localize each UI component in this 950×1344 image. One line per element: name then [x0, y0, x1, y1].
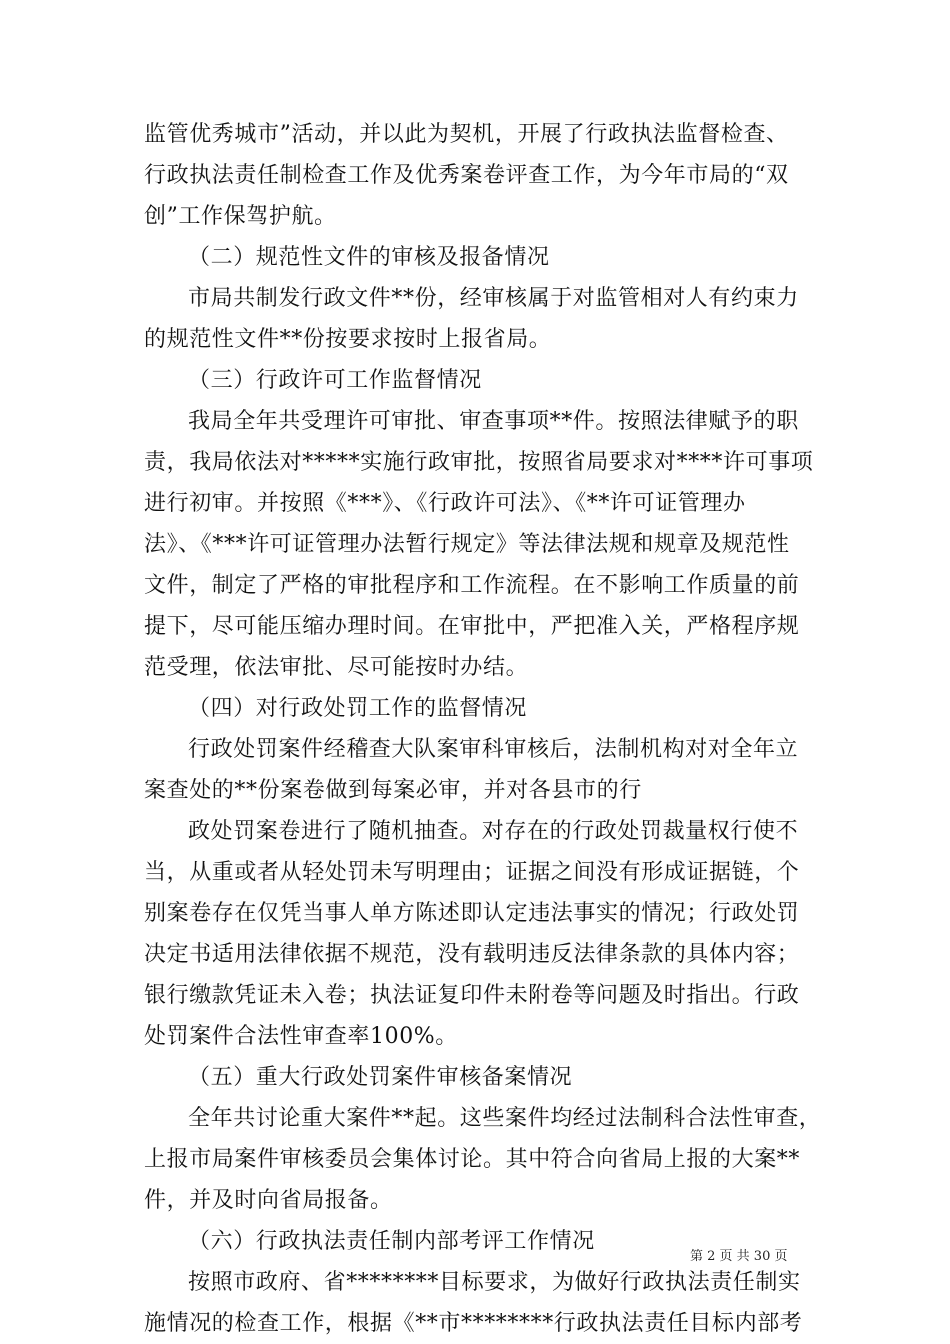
paragraph-line: 政处罚案卷进行了随机抽查。对存在的行政处罚裁量权行使不 [188, 819, 799, 844]
document-body [144, 114, 822, 1344]
paragraph-line: 银行缴款凭证未入卷；执法证复印件未附卷等问题及时指出。行政 [144, 983, 800, 1008]
paragraph-line: 施情况的检查工作，根据《**市********行政执法责任目标内部考 [144, 1311, 803, 1336]
paragraph-line: 进行初审。并按照《***》、《行政许可法》、《**许可证管理办 [144, 491, 746, 516]
paragraph-line: 市局共制发行政文件**份，经审核属于对监管相对人有约束力 [188, 286, 799, 311]
paragraph-line: 件，并及时向省局报备。 [144, 1188, 393, 1213]
paragraph-line: 提下，尽可能压缩办理时间。在审批中，严把准入关，严格程序规 [144, 614, 800, 639]
paragraph-line: 监管优秀城市”活动，并以此为契机，开展了行政执法监督检查、 [144, 122, 789, 147]
paragraph-line: 别案卷存在仅凭当事人单方陈述即认定违法事实的情况；行政处罚 [144, 901, 800, 926]
section-heading: （二）规范性文件的审核及报备情况 [188, 245, 550, 270]
paragraph-line: 文件，制定了严格的审批程序和工作流程。在不影响工作质量的前 [144, 573, 800, 598]
paragraph-line: 我局全年共受理许可审批、审查事项**件。按照法律赋予的职 [188, 409, 799, 434]
section-heading: （五）重大行政处罚案件审核备案情况 [188, 1065, 573, 1090]
paragraph-line: 按照市政府、省********目标要求，为做好行政执法责任制实 [188, 1270, 801, 1295]
paragraph-line: 创”工作保驾护航。 [144, 204, 337, 229]
paragraph-line: 案查处的**份案卷做到每案必审，并对各县市的行 [144, 778, 642, 803]
section-heading: （四）对行政处罚工作的监督情况 [188, 696, 528, 721]
paragraph-line: 决定书适用法律依据不规范，没有载明违反法律条款的具体内容； [144, 942, 800, 967]
paragraph-line: 范受理，依法审批、尽可能按时办结。 [144, 655, 529, 680]
paragraph-line: 当，从重或者从轻处罚未写明理由；证据之间没有形成证据链，个 [144, 860, 800, 885]
section-heading: （六）行政执法责任制内部考评工作情况 [188, 1229, 595, 1254]
paragraph-line: 法》、《***许可证管理办法暂行规定》等法律法规和规章及规范性 [144, 532, 790, 557]
paragraph-line: 的规范性文件**份按要求按时上报省局。 [144, 327, 552, 352]
paragraph-line: 责，我局依法对*****实施行政审批，按照省局要求对****许可事项 [144, 450, 814, 475]
paragraph-line: 处罚案件合法性审查率100%。 [144, 1024, 458, 1049]
paragraph-line: 行政处罚案件经稽查大队案审科审核后，法制机构对对全年立 [188, 737, 799, 762]
paragraph-line: 全年共讨论重大案件**起。这些案件均经过法制科合法性审查， [188, 1106, 822, 1131]
page-number-footer: 第 2 页 共 30 页 [690, 1249, 788, 1264]
paragraph-line: 行政执法责任制检查工作及优秀案卷评查工作，为今年市局的“双 [144, 163, 789, 188]
section-heading: （三）行政许可工作监督情况 [188, 368, 482, 393]
paragraph-line: 上报市局案件审核委员会集体讨论。其中符合向省局上报的大案** [144, 1147, 801, 1172]
